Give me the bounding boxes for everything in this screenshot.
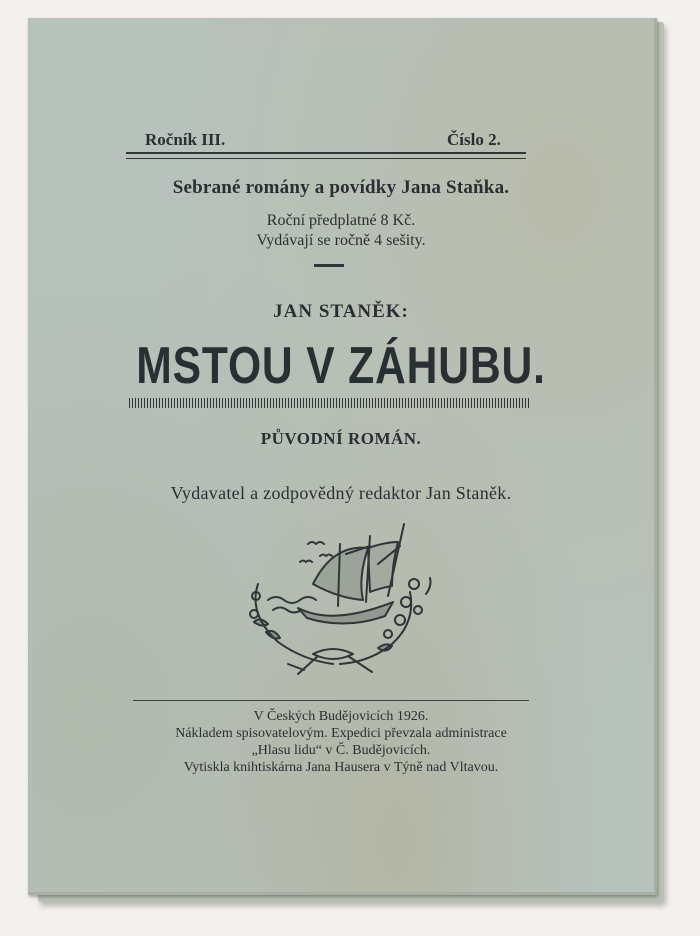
subscription-text: Roční předplatné 8 Kč. [266, 212, 416, 229]
imprint-printer: Vytiskla knihtiskárna Jana Hausera v Týně nad Vltavou. [183, 760, 499, 775]
header-rule [126, 152, 526, 159]
book-title: MSTOU V ZÁHUBU. [136, 337, 546, 395]
imprint-expedition: Nákladem spisovatelovým. Expedici převzala administrace [175, 726, 507, 741]
genre-label: PŮVODNÍ ROMÁN. [260, 429, 422, 448]
imprint-place-year: V Českých Budějovicích 1926. [253, 709, 429, 724]
series-title: Sebrané romány a povídky Jana Staňka. [172, 177, 510, 198]
sailing-ship-wreath-icon [228, 514, 438, 676]
volume-label: Ročník III. [145, 130, 226, 149]
issues-per-year-text: Vydávají se ročně 4 sešity. [256, 232, 426, 249]
issue-label: Číslo 2. [447, 130, 501, 149]
author-name: JAN STANĚK: [273, 301, 409, 322]
booklet-cover [28, 18, 657, 895]
title-underline [129, 398, 529, 408]
imprint-newspaper: „Hlasu lidu“ v Č. Budějovicích. [251, 743, 431, 758]
publisher-line: Vydavatel a zodpovědný redaktor Jan Staněk. [170, 483, 512, 503]
ornament-dash [314, 264, 344, 267]
footer-rule [133, 700, 529, 701]
